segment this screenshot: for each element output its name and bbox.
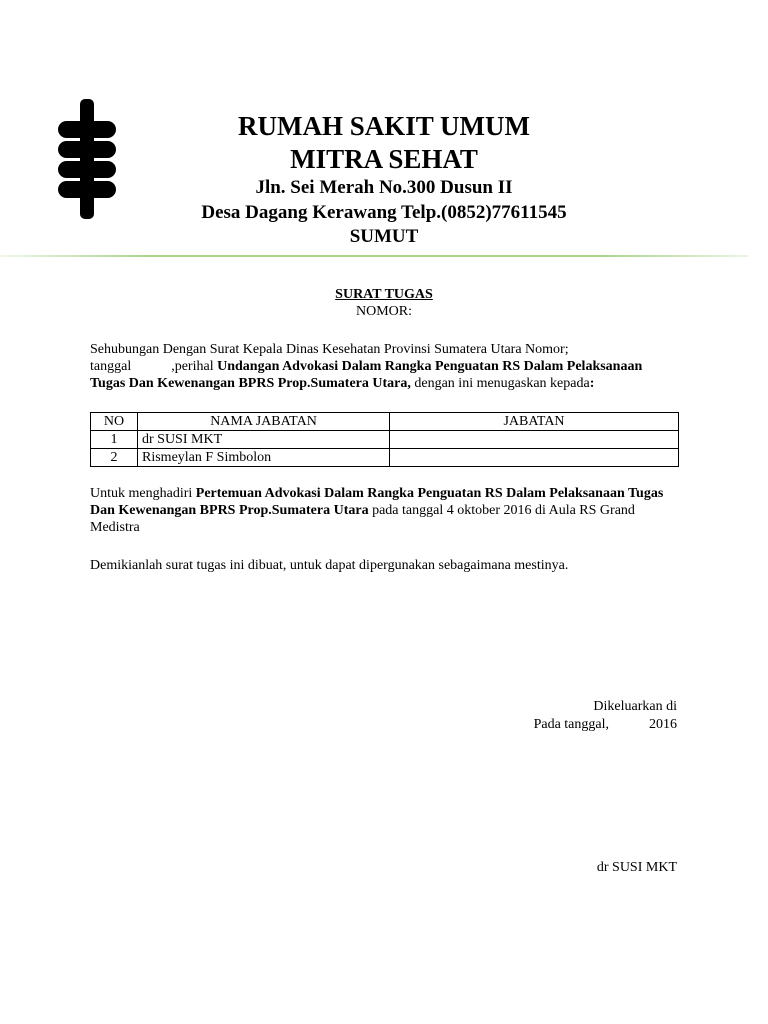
closing-paragraph: Demikianlah surat tugas ini dibuat, untuk dapat dipergunakan sebagaimana mestinya.: [90, 558, 569, 573]
intro-subject: Undangan Advokasi Dalam Rangka Penguatan RS Dalam Pelaksanaan Tugas Dan Kewenangan BPRS Prop.Sumatera Utara,: [90, 359, 643, 391]
intro-tail: dengan ini menugaskan kepada: [414, 376, 590, 391]
address-line1: Jln. Sei Merah No.300 Dusun II: [255, 177, 513, 198]
date-label: Pada tanggal,: [533, 717, 609, 732]
row-nama: Rismeylan F Simbolon: [138, 449, 390, 467]
purpose-event: Pertemuan Advokasi Dalam Rangka Penguatan RS Dalam Pelaksanaan Tugas Dan Kewenangan BPRS Prop.Sumatera Utara: [90, 486, 664, 518]
assignment-table: [90, 412, 679, 467]
letter-title: SURAT TUGAS: [335, 287, 433, 302]
purpose-paragraph: [90, 485, 680, 536]
table-row: [91, 449, 679, 467]
table-row: [91, 431, 679, 449]
intro-perihal: ,perihal: [171, 359, 214, 374]
letterhead-divider: [0, 255, 748, 257]
intro-tanggal: tanggal: [90, 359, 132, 374]
header-no: NO: [91, 413, 138, 431]
table-header-row: [91, 413, 679, 431]
header-nama-jabatan: NAMA JABATAN: [138, 413, 390, 431]
address-line3: SUMUT: [349, 226, 419, 247]
address-line2: Desa Dagang Kerawang Telp.(0852)77611545: [201, 202, 567, 223]
letter-number: NOMOR:: [355, 304, 412, 319]
purpose-lead: Untuk menghadiri: [90, 486, 193, 501]
intro-text: Sehubungan Dengan Surat Kepala Dinas Kesehatan Provinsi Sumatera Utara Nomor;: [90, 342, 569, 357]
row-jabatan: [390, 449, 679, 467]
intro-paragraph: [90, 341, 680, 392]
issued-at: Dikeluarkan di: [593, 699, 677, 714]
date-year: 2016: [649, 717, 677, 732]
row-nama: dr SUSI MKT: [138, 431, 390, 449]
issue-date: [534, 717, 677, 733]
hospital-name-line1: RUMAH SAKIT UMUM: [238, 111, 530, 141]
intro-colon: :: [589, 376, 595, 391]
row-no: 1: [91, 431, 138, 449]
hospital-name-line2: MITRA SEHAT: [290, 144, 478, 174]
signer-name: dr SUSI MKT: [596, 860, 677, 875]
header-jabatan: JABATAN: [390, 413, 679, 431]
row-no: 2: [91, 449, 138, 467]
row-jabatan: [390, 431, 679, 449]
purpose-tail: pada tanggal 4 oktober 2016 di Aula RS Grand Medistra: [90, 503, 635, 535]
